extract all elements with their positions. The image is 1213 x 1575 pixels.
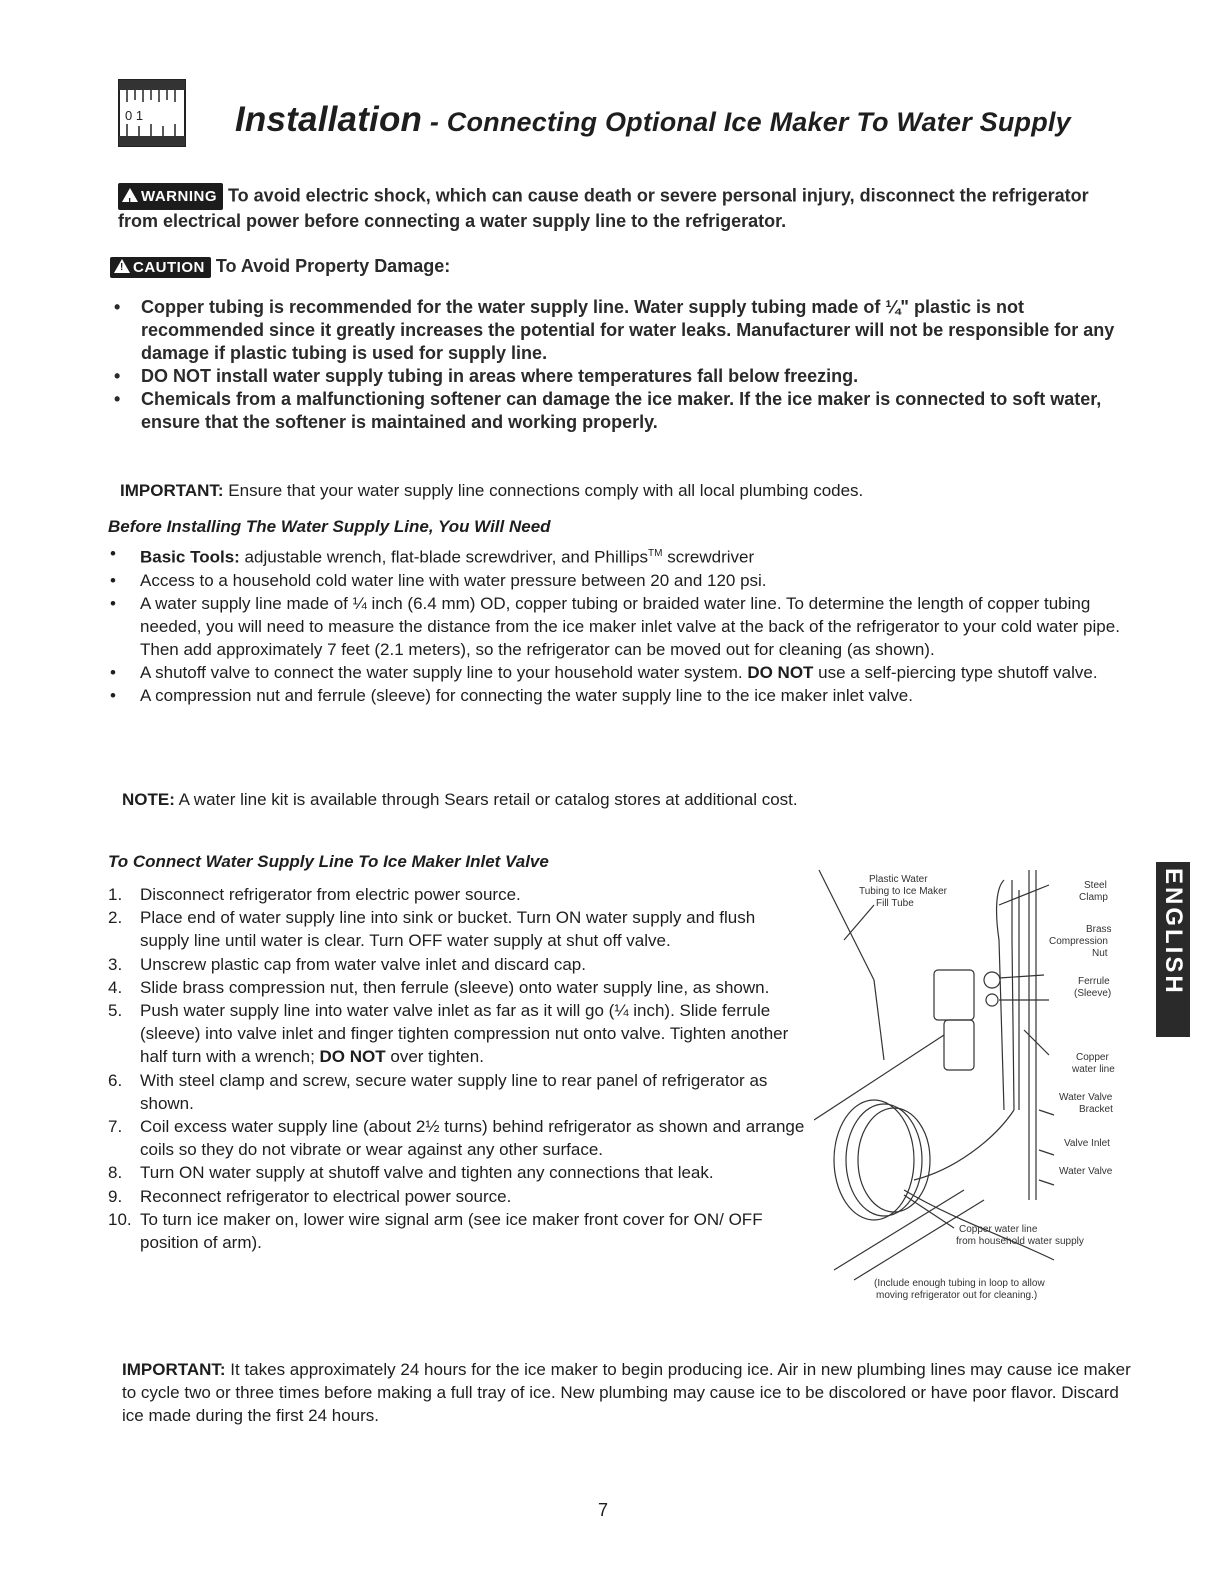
label-plastic-water: Plastic Water — [869, 874, 928, 885]
warning-block — [118, 183, 1103, 233]
caution-list — [110, 296, 1120, 434]
caution-item: • Chemicals from a malfunctioning softener can damage the ice maker. If the ice maker is connected to soft water, ensure that the softener is maintained and working properly. — [110, 388, 1120, 434]
label-water-valve-2: Water Valve — [1059, 1166, 1113, 1177]
caution-heading-text: To Avoid Property Damage: — [215, 256, 451, 276]
caution-heading — [110, 256, 450, 278]
important-note-codes — [120, 481, 863, 501]
label-clamp: Clamp — [1079, 892, 1108, 903]
requirement-access: • Access to a household cold water line with water pressure between 20 and 120 psi. — [108, 569, 1138, 592]
title-rest: - Connecting Optional Ice Maker To Water Supply — [422, 107, 1071, 137]
step-item: 1. Disconnect refrigerator from electric power source. — [108, 885, 521, 904]
requirements-list — [108, 542, 1138, 707]
page-title — [235, 100, 1071, 140]
label-include-1: (Include enough tubing in loop to allow — [874, 1278, 1045, 1289]
important-text: Ensure that your water supply line connections comply with all local plumbing codes. — [223, 481, 864, 500]
language-tab — [1156, 862, 1190, 1037]
label-tubing-to-ice: Tubing to Ice Maker — [859, 886, 948, 897]
step-item: 8. Turn ON water supply at shutoff valve and tighten any connections that leak. — [108, 1163, 714, 1183]
step-item: 5. Push water supply line into water valve inlet as far as it will go (¼ inch). Slide ferrule (sleeve) into valve inlet and finger tighten compression nut onto valve. Tighten another half turn with a wrench; DO NOT over tighten. — [108, 1001, 789, 1067]
label-nut: Nut — [1092, 948, 1108, 959]
requirement-shutoff: • A shutoff valve to connect the water supply line to your household water system. DO NOT use a self-piercing type shutoff valve. — [108, 661, 1138, 684]
label-ferrule: Ferrule — [1078, 976, 1110, 987]
note-label: NOTE: — [122, 790, 175, 809]
label-copper-water-line: Copper water line — [959, 1224, 1038, 1235]
caution-triangle-icon: ! — [114, 259, 130, 273]
label-water-valve: Water Valve — [1059, 1092, 1113, 1103]
language-tab-label: ENGLISH — [1160, 868, 1187, 996]
warning-triangle-icon: ! — [122, 188, 138, 202]
important-text: It takes approximately 24 hours for the ice maker to begin producing ice. Air in new plumbing lines may cause ice maker to cycle two or three times before making a full tray of ice. New plumbing may cause ice to be discolored or have poor flavor. Discard ice made during the first 24 hours. — [122, 1360, 1131, 1425]
page-number: 7 — [598, 1500, 609, 1520]
steps-list — [108, 883, 808, 1254]
label-copper: Copper — [1076, 1052, 1109, 1063]
step-item: 10. To turn ice maker on, lower wire signal arm (see ice maker front cover for ON/ OFF position of arm). — [108, 1209, 763, 1253]
important-label: IMPORTANT: — [120, 481, 224, 500]
step-item: 2. Place end of water supply line into sink or bucket. Turn ON water supply and flush supply line until water is clear. Turn OFF water supply at shut off valve. — [108, 908, 756, 951]
requirement-tools: • Basic Tools: adjustable wrench, flat-blade screwdriver, and Phillips™ screwdriver — [108, 542, 1138, 569]
requirement-compression: • A compression nut and ferrule (sleeve) for connecting the water supply line to the ice maker inlet valve. — [108, 684, 1138, 707]
warning-text: To avoid electric shock, which can cause death or severe personal injury, disconnect the refrigerator from electrical power before connecting a water supply line to the refrigerator. — [118, 185, 1089, 231]
step-item: 9. Reconnect refrigerator to electrical power source. — [108, 1186, 512, 1206]
ruler-icon-label: 0 1 — [125, 108, 144, 123]
step-item: 7. Coil excess water supply line (about 2½ turns) behind refrigerator as shown and arrange coils so they do not vibrate or wear against any other surface. — [108, 1117, 805, 1160]
important-note-ice — [122, 1358, 1132, 1427]
label-include-2: moving refrigerator out for cleaning.) — [876, 1290, 1038, 1301]
caution-item: • DO NOT install water supply tubing in areas where temperatures fall below freezing. — [110, 365, 1120, 388]
ruler-icon — [117, 78, 187, 148]
label-bracket: Bracket — [1079, 1104, 1113, 1115]
steps-heading: To Connect Water Supply Line To Ice Maker Inlet Valve — [108, 852, 549, 871]
note-kit — [122, 790, 798, 810]
step-item: 3. Unscrew plastic cap from water valve inlet and discard cap. — [108, 954, 586, 974]
label-sleeve: (Sleeve) — [1074, 988, 1112, 999]
caution-item: • Copper tubing is recommended for the water supply line. Water supply tubing made of ¼" plastic is not recommended since it greatly increases the potential for water leaks. Manufacturer will not be responsible for any damage if plastic tubing is used for supply line. — [110, 296, 1120, 365]
step-item: 4. Slide brass compression nut, then ferrule (sleeve) onto water supply line, as shown. — [108, 977, 770, 997]
title-main: Installation — [235, 100, 423, 139]
requirement-supply-line: • A water supply line made of ¼ inch (6.4 mm) OD, copper tubing or braided water line. To determine the length of copper tubing needed, you will need to measure the distance from the ice maker inlet valve at the back of the refrigerator to your cold water pipe. Then add approximately 7 feet (2.1 meters), so the refrigerator can be moved out for cleaning (as shown). — [108, 592, 1138, 661]
label-from-household: from household water supply — [956, 1236, 1084, 1247]
label-fill-tube: Fill Tube — [876, 898, 914, 909]
step-item: 6. With steel clamp and screw, secure water supply line to rear panel of refrigerator as shown. — [108, 1070, 768, 1113]
before-heading: Before Installing The Water Supply Line, You Will Need — [108, 517, 551, 536]
label-valve-inlet: Valve Inlet — [1064, 1138, 1110, 1149]
warning-badge: ! WARNING — [118, 183, 223, 210]
label-steel: Steel — [1084, 880, 1107, 891]
label-brass: Brass — [1086, 924, 1112, 935]
label-water-line: water line — [1072, 1064, 1115, 1075]
label-compression: Compression — [1049, 936, 1108, 947]
water-valve-diagram — [814, 860, 1134, 1310]
caution-badge: ! CAUTION — [110, 257, 211, 278]
important-label: IMPORTANT: — [122, 1360, 226, 1379]
note-text: A water line kit is available through Sears retail or catalog stores at additional cost. — [174, 790, 798, 809]
